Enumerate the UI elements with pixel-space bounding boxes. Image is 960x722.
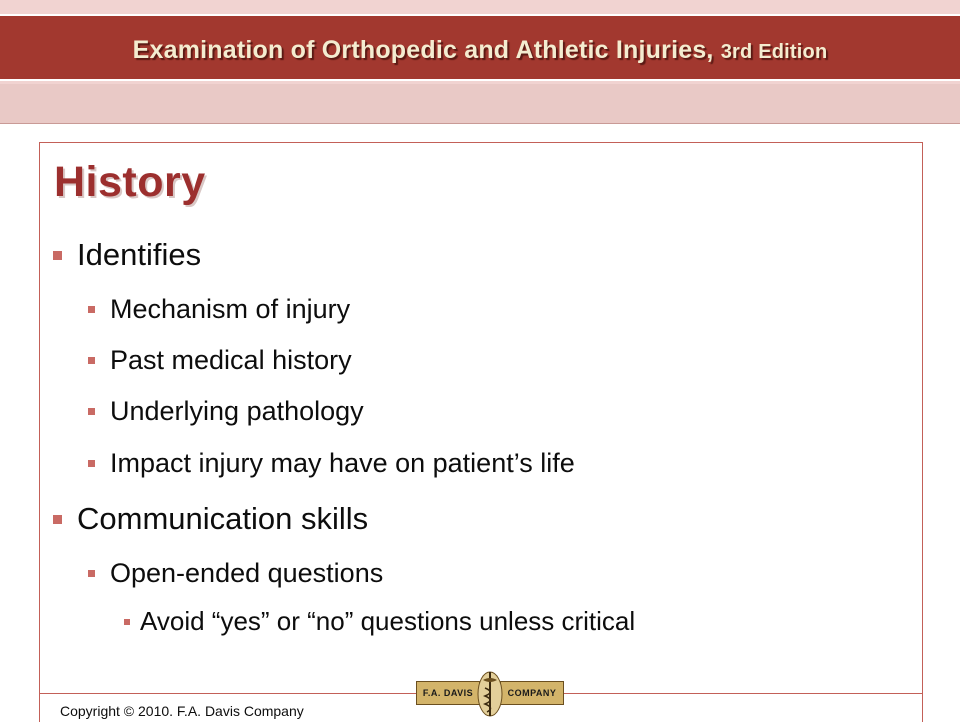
bullet-avoid <box>124 606 635 637</box>
publisher-logo <box>416 666 564 720</box>
caduceus-icon <box>474 666 506 720</box>
bullet-text: Past medical history <box>110 345 352 375</box>
bullet-text: Mechanism of injury <box>110 294 351 324</box>
bullet-text: Avoid “yes” or “no” questions unless critical <box>140 606 636 636</box>
bullet-mechanism <box>88 294 350 325</box>
bullet-marker-icon <box>53 515 62 524</box>
bullet-underlying <box>88 396 364 427</box>
bullet-communication <box>53 501 368 537</box>
book-title-text: Examination of Orthopedic and Athletic Injuries, <box>132 36 714 64</box>
bullet-marker-icon <box>53 251 62 260</box>
bullet-text: Communication skills <box>77 501 369 536</box>
bullet-marker-icon <box>88 570 95 577</box>
bullet-text: Impact injury may have on patient’s life <box>110 448 575 478</box>
bullet-identifies <box>53 237 201 273</box>
book-title <box>0 36 960 65</box>
bullet-impact <box>88 448 575 479</box>
bullet-marker-icon <box>124 619 130 625</box>
copyright: Copyright © 2010. F.A. Davis Company <box>60 703 304 719</box>
bullet-open-ended <box>88 558 383 589</box>
bullet-text: Identifies <box>77 237 202 272</box>
bullet-marker-icon <box>88 408 95 415</box>
bullet-text: Underlying pathology <box>110 396 364 426</box>
logo-plate-right: COMPANY <box>500 681 564 705</box>
bullet-marker-icon <box>88 306 95 313</box>
bullet-text: Open-ended questions <box>110 558 384 588</box>
bullet-past-history <box>88 345 352 376</box>
bullet-marker-icon <box>88 460 95 467</box>
header-bar <box>0 14 960 81</box>
slide-title: History <box>54 158 206 206</box>
book-edition: 3rd Edition <box>720 41 828 63</box>
logo-plate-left: F.A. DAVIS <box>416 681 480 705</box>
bullet-marker-icon <box>88 357 95 364</box>
sub-header-bar <box>0 84 960 124</box>
